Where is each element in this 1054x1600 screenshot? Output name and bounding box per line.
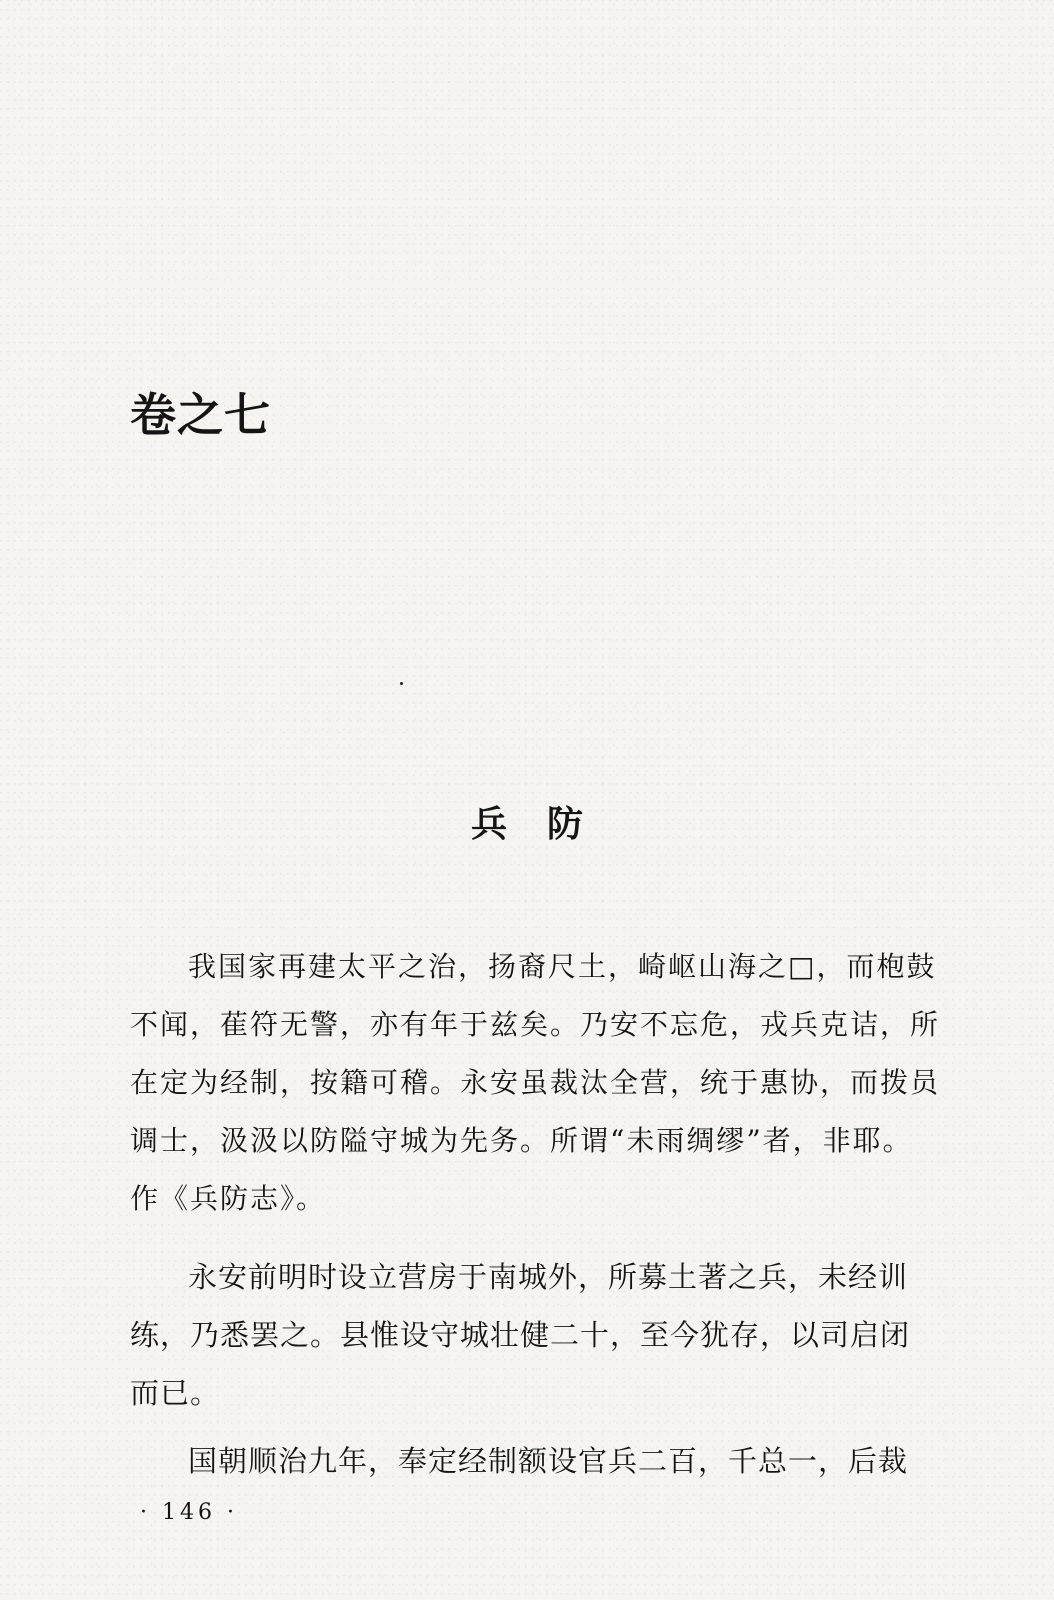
intro-line: 在定为经制，按籍可稽。永安虽裁汰全营，统于惠协，而拨员 <box>130 1066 941 1099</box>
intro-line: 我国家再建太平之治，扬裔尺土，崎岖山海之□，而枹鼓 <box>188 950 937 983</box>
body-line: 国朝顺治九年，奉定经制额设官兵二百，千总一，后裁 <box>188 1444 909 1478</box>
intro-paragraph <box>130 938 960 1228</box>
section-title <box>0 803 1054 845</box>
body-text <box>130 1248 960 1500</box>
body-line: 永安前明时设立营房于南城外，所募土著之兵，未经训 <box>188 1260 909 1294</box>
scan-speck <box>400 682 403 685</box>
page-number: · 146 · <box>140 1500 238 1525</box>
body-line: 而已。 <box>130 1376 221 1410</box>
body-line: 练，乃悉罢之。县惟设守城壮健二十，至今犹存，以司启闭 <box>130 1318 911 1352</box>
section-title-char-2: 防 <box>547 803 584 845</box>
volume-title: 卷之七 <box>130 388 271 442</box>
intro-line: 不闻，萑符无警，亦有年于兹矣。乃安不忘危，戎兵克诘，所 <box>130 1008 941 1041</box>
intro-line: 作《兵防志》。 <box>130 1182 327 1215</box>
body-paragraph-2 <box>130 1432 960 1490</box>
section-title-char-1: 兵 <box>470 803 507 845</box>
body-paragraph-1 <box>130 1248 960 1422</box>
intro-line: 调士，汲汲以防隘守城为先务。所谓“未雨绸缪”者，非耶。 <box>130 1124 913 1157</box>
